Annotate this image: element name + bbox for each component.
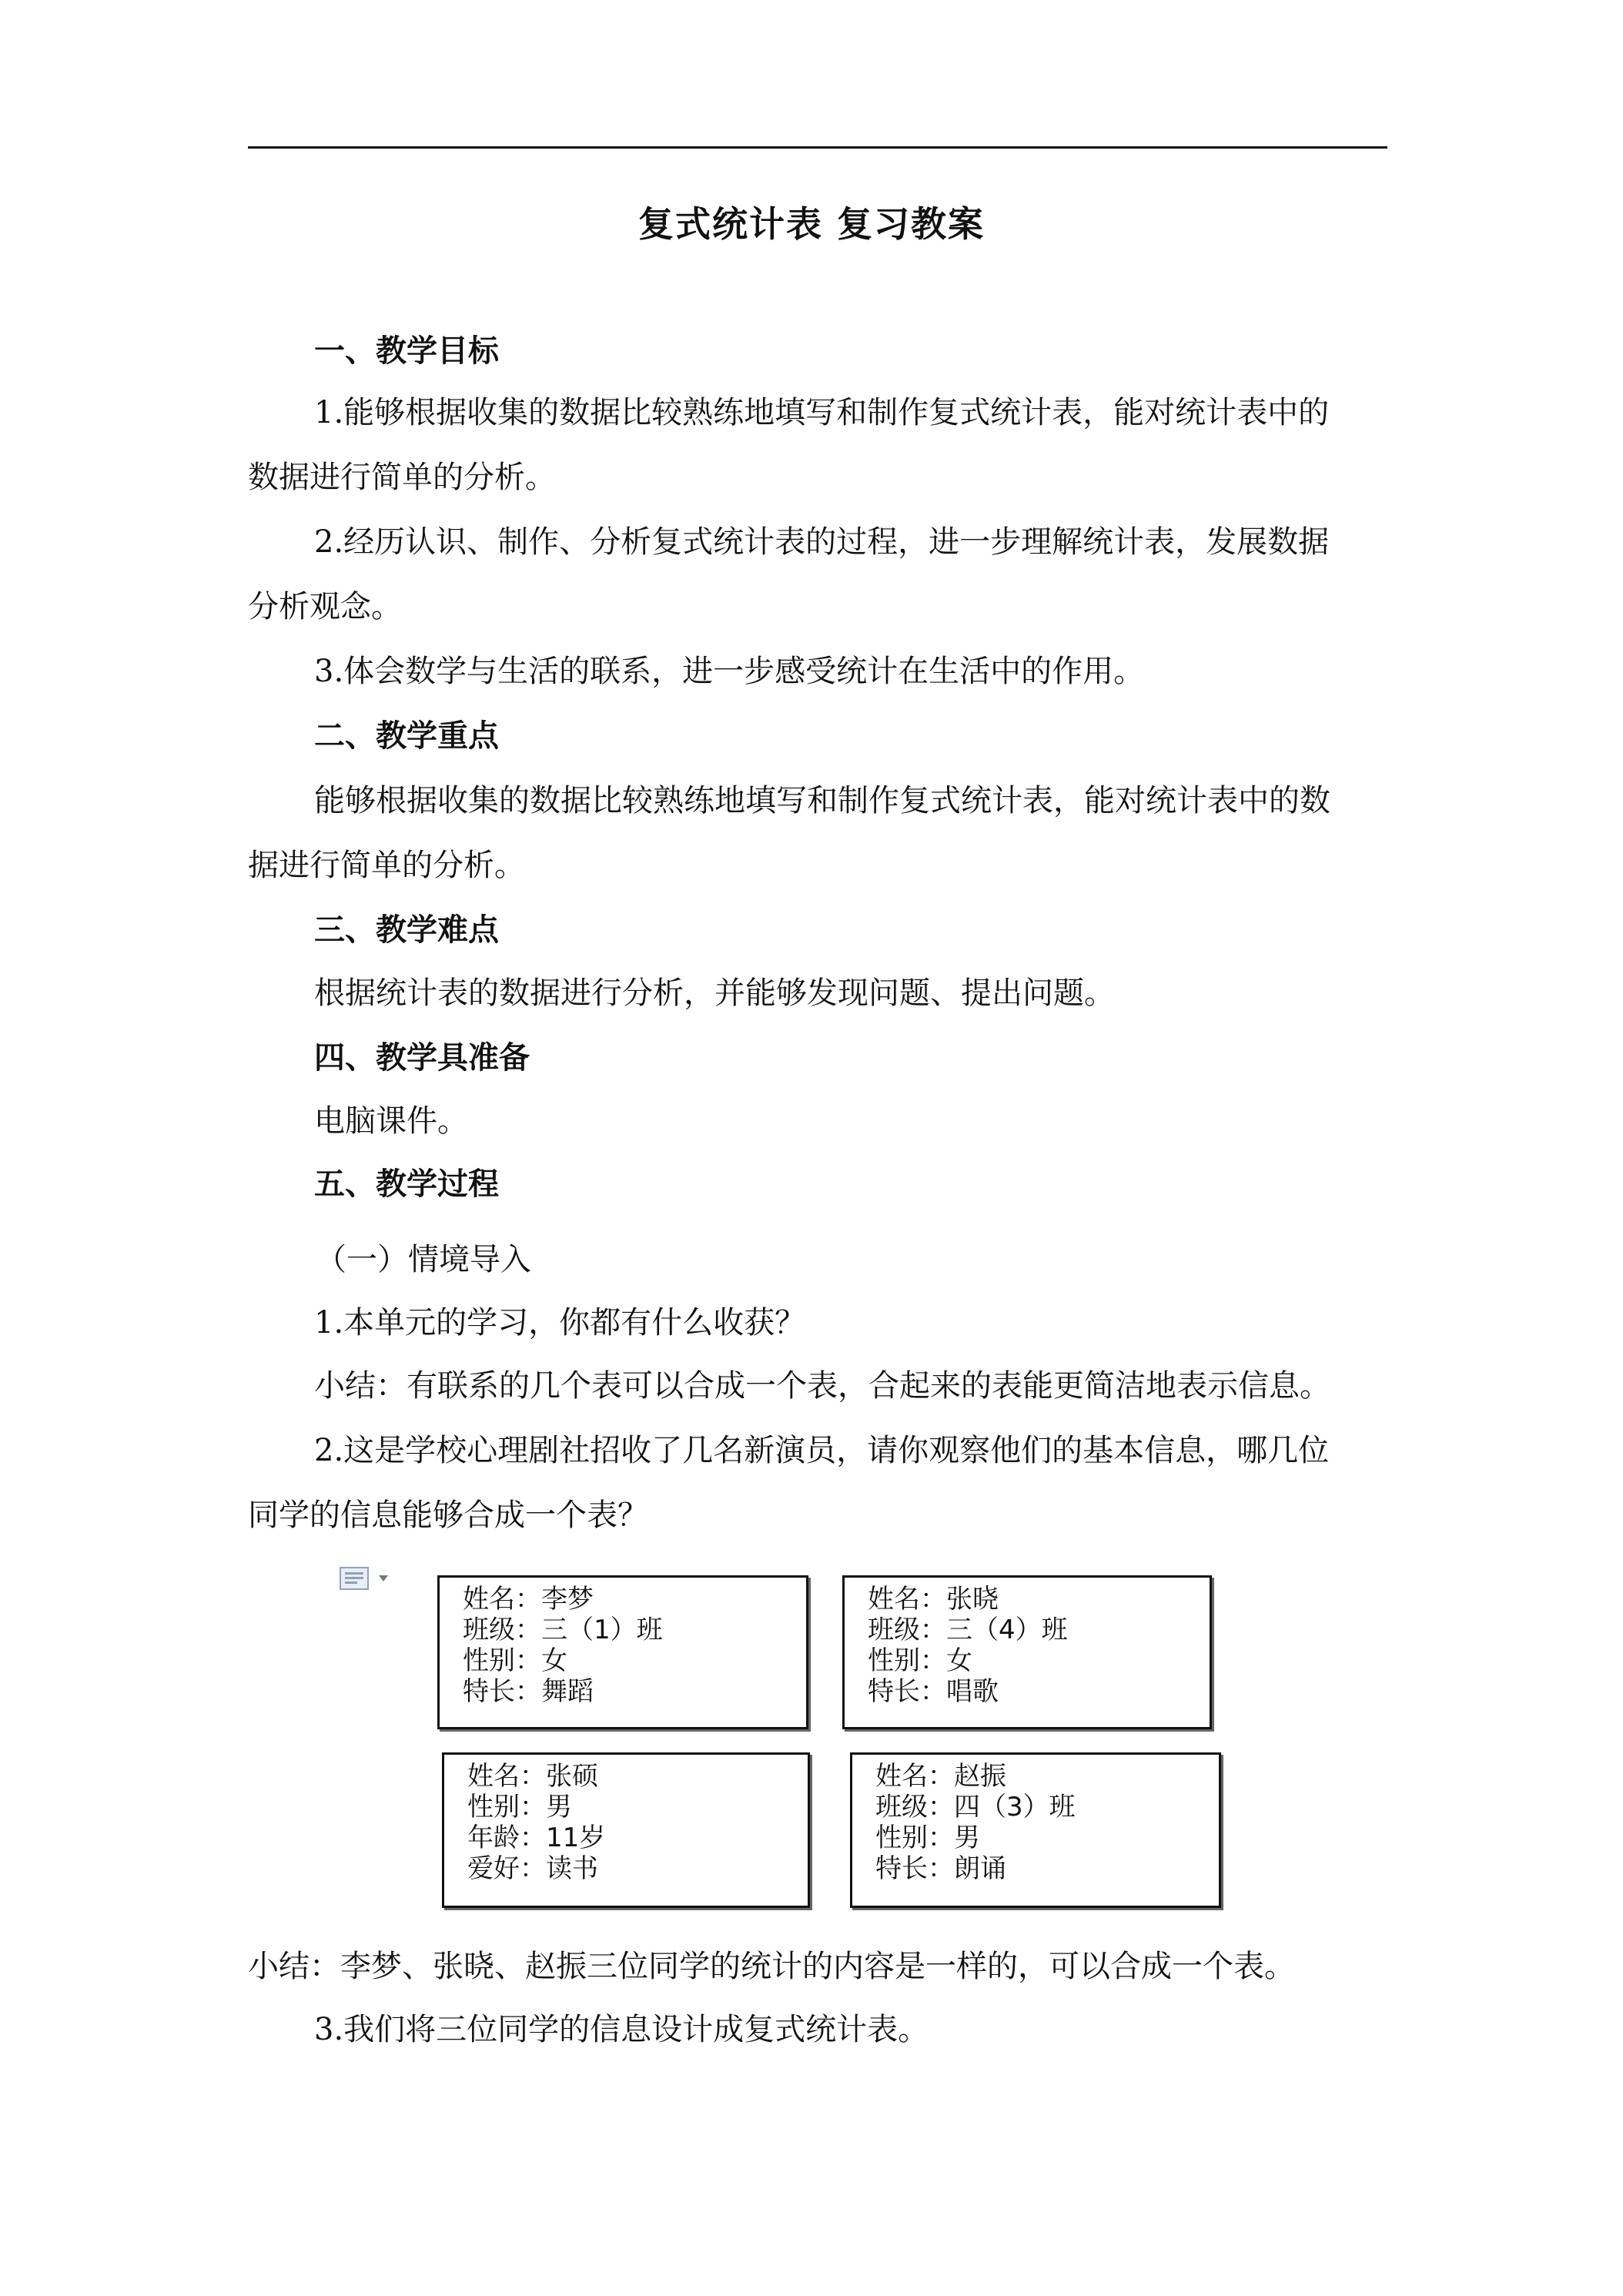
summary-1: 小结：有联系的几个表可以合成一个表，合起来的表能更简洁地表示信息。: [314, 1368, 1330, 1404]
materials-text: 电脑课件。: [314, 1103, 468, 1139]
card-line: 性别：女: [463, 1645, 567, 1676]
objective-2-line-1: 2.经历认识、制作、分析复式统计表的过程，进一步理解统计表，发展数据: [314, 524, 1330, 560]
objective-1-line-2: 数据进行简单的分析。: [248, 460, 556, 495]
card-line: 姓名：赵振: [875, 1761, 1006, 1792]
card-line: 特长：朗诵: [875, 1853, 1006, 1884]
card-line: 姓名：张硕: [467, 1761, 598, 1792]
subsection-intro: （一）情境导入: [316, 1242, 531, 1277]
card-line: 特长：舞蹈: [463, 1676, 594, 1707]
card-line: 班级：三（4）班: [868, 1615, 1068, 1645]
section-heading-objectives: 一、教学目标: [314, 333, 499, 369]
question-1: 1.本单元的学习，你都有什么收获？: [314, 1305, 806, 1340]
section-heading-materials: 四、教学具准备: [314, 1040, 530, 1076]
card-line: 年龄：11岁: [467, 1822, 606, 1853]
question-2-line-1: 2.这是学校心理剧社招收了几名新演员，请你观察他们的基本信息，哪几位: [314, 1433, 1330, 1468]
card-line: 爱好：读书: [467, 1853, 598, 1884]
question-2-line-2: 同学的信息能够合成一个表？: [248, 1498, 648, 1533]
info-card-li-meng: [437, 1575, 808, 1729]
section-heading-key-points: 二、教学重点: [314, 718, 499, 754]
page-title: 复式统计表 复习教案: [637, 203, 985, 245]
info-card-zhang-shuo: [442, 1752, 810, 1908]
objective-3: 3.体会数学与生活的联系，进一步感受统计在生活中的作用。: [314, 654, 1145, 689]
key-points-line-1: 能够根据收集的数据比较熟练地填写和制作复式统计表，能对统计表中的数: [314, 783, 1330, 818]
card-line: 性别：男: [467, 1792, 572, 1822]
card-line: 姓名：张晓: [868, 1584, 999, 1615]
card-line: 性别：男: [875, 1822, 980, 1853]
card-line: 性别：女: [868, 1645, 972, 1676]
paste-options-icon[interactable]: [339, 1565, 400, 1592]
question-3: 3.我们将三位同学的信息设计成复式统计表。: [314, 2012, 929, 2047]
card-line: 班级：三（1）班: [463, 1615, 663, 1645]
header-rule: [248, 146, 1387, 149]
section-heading-difficulties: 三、教学难点: [314, 912, 499, 948]
objective-2-line-2: 分析观念。: [248, 589, 402, 624]
key-points-line-2: 据进行简单的分析。: [248, 848, 525, 883]
info-card-zhao-zhen: [850, 1752, 1221, 1908]
card-line: 特长：唱歌: [868, 1676, 999, 1707]
info-card-zhang-xiao: [842, 1575, 1212, 1729]
section-heading-process: 五、教学过程: [314, 1166, 499, 1202]
summary-2: 小结：李梦、张晓、赵振三位同学的统计的内容是一样的，可以合成一个表。: [248, 1949, 1295, 1984]
card-line: 姓名：李梦: [463, 1584, 594, 1615]
objective-1-line-1: 1.能够根据收集的数据比较熟练地填写和制作复式统计表，能对统计表中的: [314, 395, 1330, 430]
card-line: 班级：四（3）班: [875, 1792, 1076, 1822]
difficulties-text: 根据统计表的数据进行分析，并能够发现问题、提出问题。: [314, 976, 1115, 1011]
